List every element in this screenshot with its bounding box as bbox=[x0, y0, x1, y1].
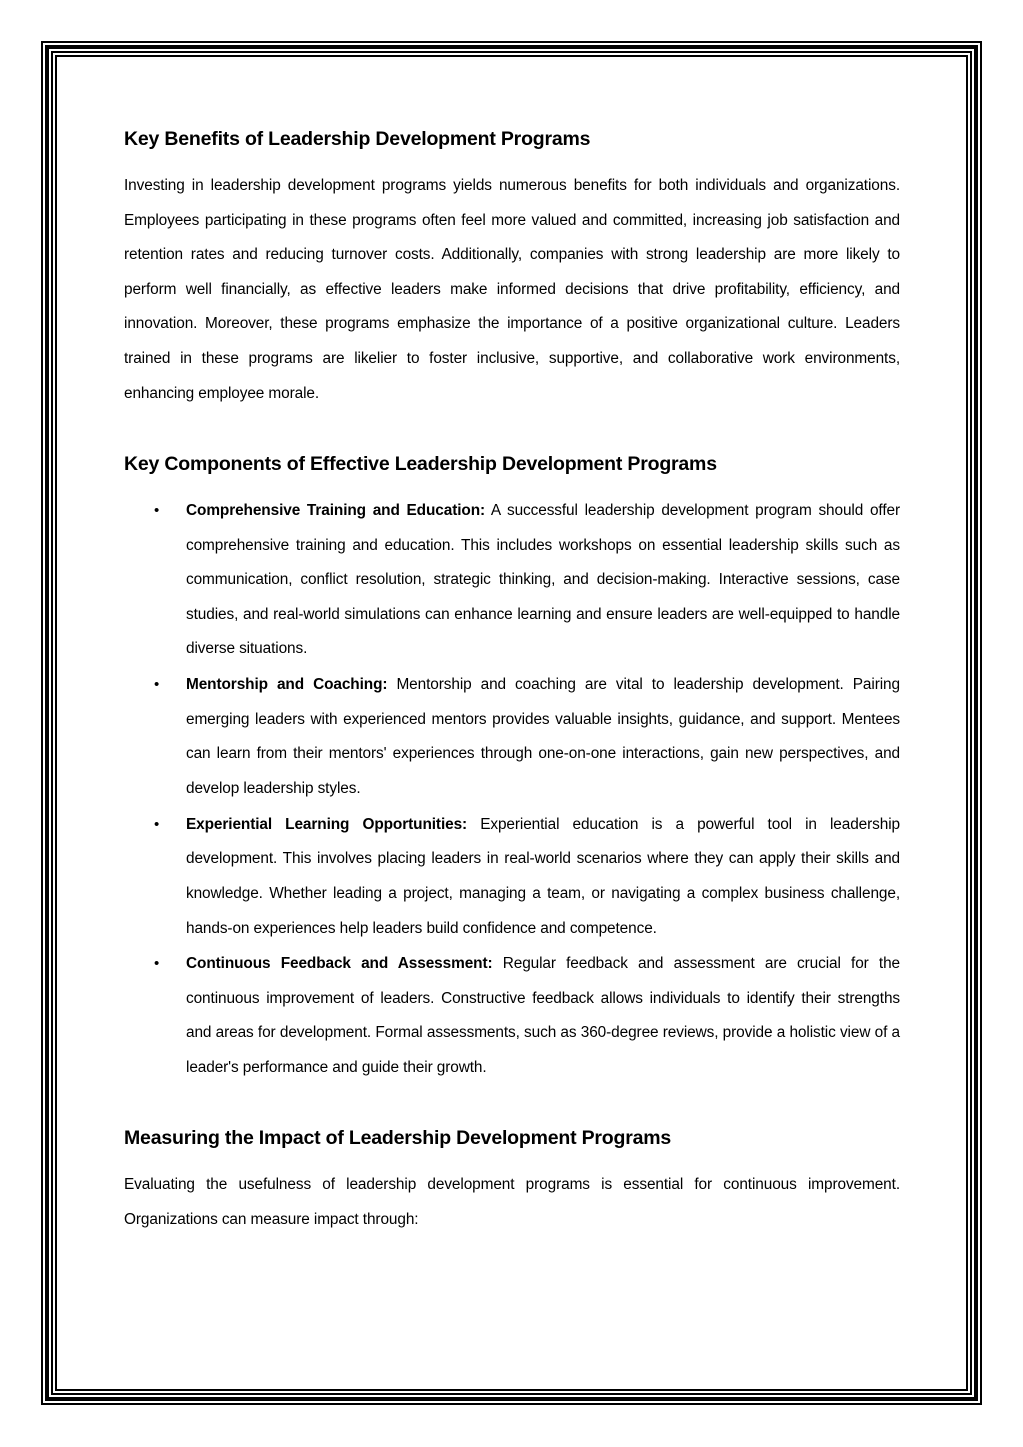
section-heading-benefits: Key Benefits of Leadership Development Programs bbox=[124, 128, 591, 150]
bullet-icon: • bbox=[154, 815, 160, 833]
bullet-title: Experiential Learning Opportunities: bbox=[186, 815, 468, 833]
bullet-text: Mentorship and coaching are vital to leadership development. Pairing emerging leaders with experienced mentors provides valuable insights, guidance, and support. Mentees can learn from their mentors' experiences through one-on-one interactions, gain new perspectives, and develop leadership styles. bbox=[186, 676, 900, 797]
bullet-icon: • bbox=[154, 502, 160, 519]
bullet-text: A successful leadership development program should offer comprehensive training and education. This includes workshops on essential leadership skills such as communication, conflict resolution, strategic thinking, and decision-making. Interactive sessions, case studies, and real-world simulations can enhance learning and ensure leaders are well-equipped to handle diverse situations. bbox=[186, 502, 900, 658]
bullet-title: Continuous Feedback and Assessment: bbox=[186, 955, 493, 973]
components-bullet-list bbox=[124, 494, 900, 1087]
section-heading-impact: Measuring the Impact of Leadership Development Programs bbox=[124, 1127, 672, 1149]
section-paragraph-benefits: Investing in leadership development programs yields numerous benefits for both individuals and organizations. Employees participating in these programs often feel more valued and committed, increasing job satisfaction and retention rates and reducing turnover costs. Additionally, companies with strong leadership are more likely to perform well financially, as effective leaders make informed decisions that drive profitability, efficiency, and innovation. Moreover, these programs emphasize the importance of a positive organizational culture. Leaders trained in these programs are likelier to foster inclusive, supportive, and collaborative work environments, enhancing employee morale. bbox=[124, 177, 900, 402]
bullet-text: Regular feedback and assessment are crucial for the continuous improvement of leaders. Constructive feedback allows individuals to identify their strengths and areas for development. Formal assessments, such as 360-degree reviews, provide a holistic view of a leader's performance and guide their growth. bbox=[186, 955, 900, 1077]
list-item bbox=[124, 808, 900, 946]
list-item bbox=[124, 494, 900, 667]
bullet-icon: • bbox=[154, 676, 160, 694]
bullet-icon: • bbox=[154, 955, 160, 973]
section-paragraph-impact: Evaluating the usefulness of leadership development programs is essential for continuous improvement. Organizations can measure impact through: bbox=[124, 1176, 900, 1228]
list-item bbox=[124, 947, 900, 1085]
bullet-text: Experiential education is a powerful tool in leadership development. This involves placing leaders in real-world scenarios where they can apply their skills and knowledge. Whether leading a project, managing a team, or navigating a complex business challenge, hands-on experiences help leaders build confidence and competence. bbox=[186, 815, 900, 937]
section-heading-components: Key Components of Effective Leadership Development Programs bbox=[124, 453, 717, 475]
bullet-title: Comprehensive Training and Education: bbox=[186, 502, 486, 519]
bullet-title: Mentorship and Coaching: bbox=[186, 676, 388, 694]
list-item bbox=[124, 668, 900, 806]
